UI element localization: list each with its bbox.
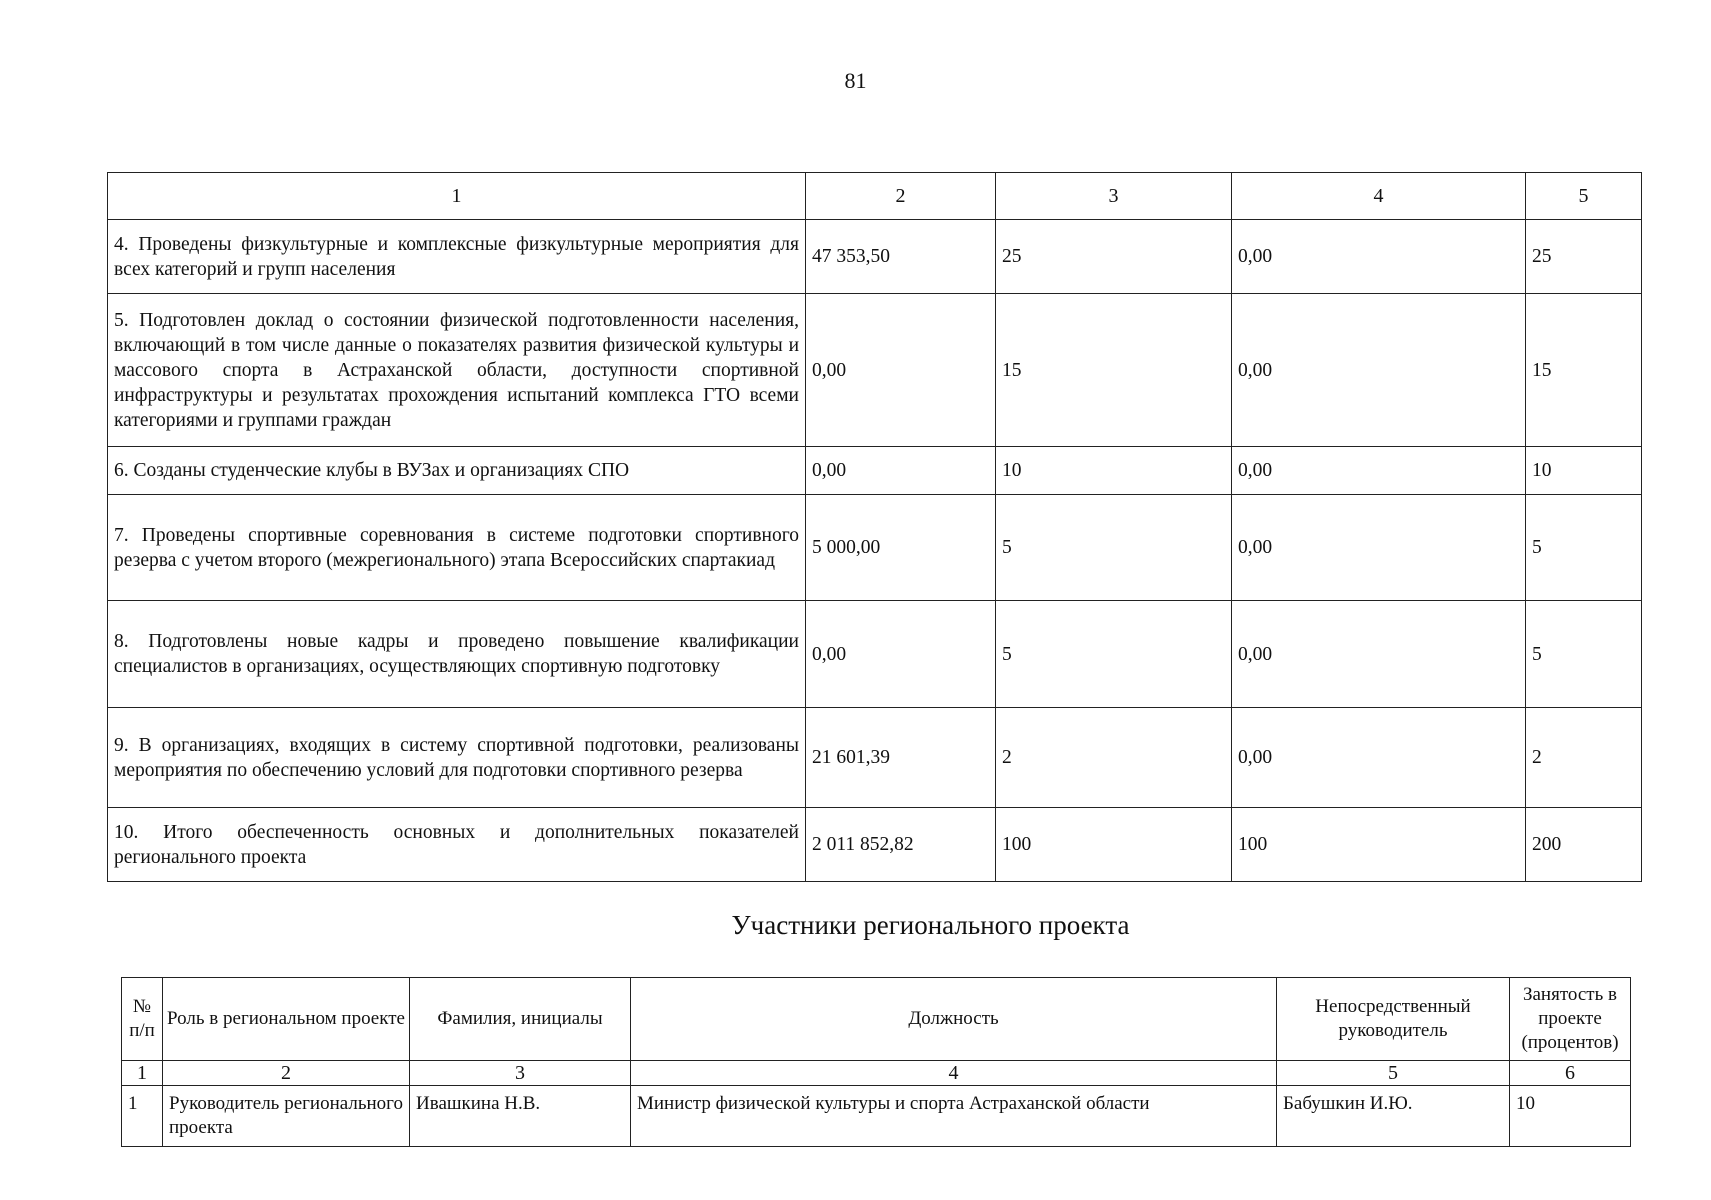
indicators-col-1-header: 1 xyxy=(108,173,806,220)
indicator-value-col3: 25 xyxy=(996,220,1232,294)
indicator-value-col4: 100 xyxy=(1232,808,1526,882)
indicator-value-col2: 0,00 xyxy=(806,294,996,447)
indicator-value-col2: 0,00 xyxy=(806,447,996,495)
indicator-description: 7. Проведены спортивные соревнования в системе подготовки спортивного резерва с учетом второго (межрегионального) этапа Всероссийских спартакиад xyxy=(108,495,806,601)
participant-position: Министр физической культуры и спорта Астраханской области xyxy=(631,1086,1277,1147)
indicator-value-col4: 0,00 xyxy=(1232,708,1526,808)
index-cell: 1 xyxy=(122,1061,163,1086)
index-cell: 5 xyxy=(1277,1061,1510,1086)
table-row-total xyxy=(108,808,1642,882)
participants-index-row xyxy=(122,1061,1631,1086)
indicator-description: 10. Итого обеспеченность основных и дополнительных показателей регионального проекта xyxy=(108,808,806,882)
table-row xyxy=(108,220,1642,294)
indicator-value-col3: 15 xyxy=(996,294,1232,447)
indicator-value-col2: 0,00 xyxy=(806,601,996,708)
index-cell: 3 xyxy=(410,1061,631,1086)
indicator-value-col5: 5 xyxy=(1526,495,1642,601)
header-number: № п/п xyxy=(122,978,163,1061)
participants-header-row xyxy=(122,978,1631,1061)
participant-number: 1 xyxy=(122,1086,163,1147)
indicator-value-col5: 2 xyxy=(1526,708,1642,808)
page-number: 81 xyxy=(844,68,867,93)
participant-role: Руководитель регионального проекта xyxy=(163,1086,410,1147)
participant-name: Ивашкина Н.В. xyxy=(410,1086,631,1147)
indicators-col-5-header: 5 xyxy=(1526,173,1642,220)
indicators-col-2-header: 2 xyxy=(806,173,996,220)
indicators-table xyxy=(107,172,1642,882)
indicator-description: 8. Подготовлены новые кадры и проведено повышение квалификации специалистов в организациях, осуществляющих спортивную подготовку xyxy=(108,601,806,708)
participant-manager: Бабушкин И.Ю. xyxy=(1277,1086,1510,1147)
indicator-value-col3: 10 xyxy=(996,447,1232,495)
indicator-description: 5. Подготовлен доклад о состоянии физической подготовленности населения, включающий в том числе данные о показателях развития физической культуры и массового спорта в Астраханской области, доступности спортивной инфраструктуры и результатах прохождения испытаний комплекса ГТО всеми категориями и группами граждан xyxy=(108,294,806,447)
header-load: Занятость в проекте (процентов) xyxy=(1510,978,1631,1061)
indicators-col-4-header: 4 xyxy=(1232,173,1526,220)
indicator-value-col2: 47 353,50 xyxy=(806,220,996,294)
index-cell: 4 xyxy=(631,1061,1277,1086)
table-row xyxy=(108,601,1642,708)
indicators-header-row xyxy=(108,173,1642,220)
header-role: Роль в региональном проекте xyxy=(163,978,410,1061)
table-row xyxy=(108,294,1642,447)
header-name: Фамилия, инициалы xyxy=(410,978,631,1061)
indicator-value-col3: 5 xyxy=(996,495,1232,601)
indicator-value-col4: 0,00 xyxy=(1232,294,1526,447)
indicator-value-col3: 2 xyxy=(996,708,1232,808)
header-position: Должность xyxy=(631,978,1277,1061)
indicator-description: 4. Проведены физкультурные и комплексные физкультурные мероприятия для всех категорий и групп населения xyxy=(108,220,806,294)
indicator-value-col4: 0,00 xyxy=(1232,447,1526,495)
index-cell: 6 xyxy=(1510,1061,1631,1086)
indicator-value-col4: 0,00 xyxy=(1232,220,1526,294)
indicator-value-col5: 200 xyxy=(1526,808,1642,882)
participants-table xyxy=(121,977,1631,1147)
indicator-value-col5: 5 xyxy=(1526,601,1642,708)
participants-section-title: Участники регионального проекта xyxy=(731,910,1130,940)
indicator-description: 6. Созданы студенческие клубы в ВУЗах и организациях СПО xyxy=(108,447,806,495)
indicator-value-col5: 10 xyxy=(1526,447,1642,495)
participant-load: 10 xyxy=(1510,1086,1631,1147)
indicator-description: 9. В организациях, входящих в систему спортивной подготовки, реализованы мероприятия по обеспечению условий для подготовки спортивного резерва xyxy=(108,708,806,808)
table-row xyxy=(108,708,1642,808)
indicator-value-col4: 0,00 xyxy=(1232,601,1526,708)
indicator-value-col5: 25 xyxy=(1526,220,1642,294)
index-cell: 2 xyxy=(163,1061,410,1086)
indicator-value-col2: 2 011 852,82 xyxy=(806,808,996,882)
indicators-col-3-header: 3 xyxy=(996,173,1232,220)
table-row xyxy=(108,447,1642,495)
indicator-value-col2: 21 601,39 xyxy=(806,708,996,808)
table-row xyxy=(108,495,1642,601)
indicator-value-col3: 5 xyxy=(996,601,1232,708)
header-manager: Непосредственный руководитель xyxy=(1277,978,1510,1061)
indicator-value-col2: 5 000,00 xyxy=(806,495,996,601)
table-row xyxy=(122,1086,1631,1147)
indicator-value-col4: 0,00 xyxy=(1232,495,1526,601)
indicator-value-col5: 15 xyxy=(1526,294,1642,447)
indicator-value-col3: 100 xyxy=(996,808,1232,882)
